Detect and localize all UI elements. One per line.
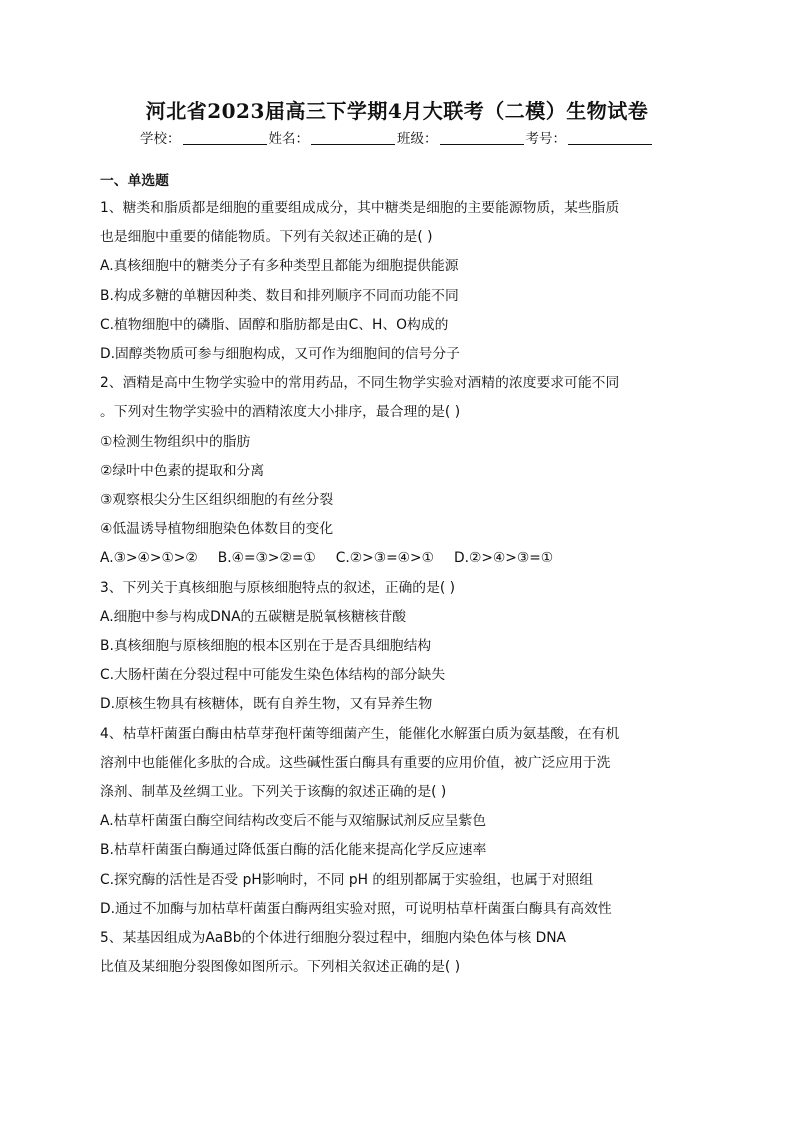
- question-1: [100, 194, 700, 369]
- option-a: A.枯草杆菌蛋白酶空间结构改变后不能与双缩脲试剂反应呈紫色: [100, 813, 487, 830]
- option-c: C.②>③=④>①: [335, 550, 434, 567]
- option-a: A.③>④>①>②: [100, 550, 198, 567]
- question-stem-line: 溶剂中也能催化多肽的合成。这些碱性蛋白酶具有重要的应用价值，被广泛应用于洗: [100, 754, 611, 771]
- student-info-row: [0, 127, 794, 147]
- option-b: B.构成多糖的单糖因种类、数目和排列顺序不同而功能不同: [100, 287, 459, 304]
- option-b: B.真核细胞与原核细胞的根本区别在于是否具细胞结构: [100, 638, 432, 655]
- option-a: A.细胞中参与构成DNA的五碳糖是脱氧核糖核苷酸: [100, 608, 407, 625]
- numbered-item: ③观察根尖分生区组织细胞的有丝分裂: [100, 492, 334, 509]
- question-area: [100, 170, 700, 982]
- question-stem-line: 2、酒精是高中生物学实验中的常用药品，不同生物学实验对酒精的浓度要求可能不同: [100, 375, 620, 392]
- question-3: [100, 574, 700, 720]
- option-d: D.固醇类物质可参与细胞构成，又可作为细胞间的信号分子: [100, 346, 460, 363]
- question-stem-line: 3、下列关于真核细胞与原核细胞特点的叙述，正确的是( ): [100, 579, 456, 596]
- exam-number-blank[interactable]: [568, 130, 652, 145]
- class-label: 班级：: [397, 131, 438, 147]
- option-a: A.真核细胞中的糖类分子有多种类型且都能为细胞提供能源: [100, 258, 459, 275]
- exam-number-label: 考号：: [525, 131, 566, 147]
- option-d: D.通过不加酶与加枯草杆菌蛋白酶两组实验对照，可说明枯草杆菌蛋白酶具有高效性: [100, 900, 612, 917]
- question-stem-line: 涤剂、制革及丝绸工业。下列关于该酶的叙述正确的是( ): [100, 784, 447, 801]
- question-2: [100, 369, 700, 573]
- numbered-item: ④低温诱导植物细胞染色体数目的变化: [100, 521, 334, 538]
- question-5: [100, 924, 700, 982]
- name-blank[interactable]: [311, 130, 395, 145]
- question-4: [100, 720, 700, 924]
- school-label: 学校：: [140, 131, 181, 147]
- option-c: C.探究酶的活性是否受 pH影响时，不同 pH 的组别都属于实验组，也属于对照组: [100, 871, 594, 888]
- question-stem-line: 5、某基因组成为AaBb的个体进行细胞分裂过程中，细胞内染色体与核 DNA: [100, 930, 566, 947]
- question-stem-line: 。下列对生物学实验中的酒精浓度大小排序，最合理的是( ): [100, 404, 461, 421]
- section-heading: 一、单选题: [100, 173, 169, 189]
- option-d: D.②>④>③=①: [453, 550, 554, 567]
- question-stem-line: 4、枯草杆菌蛋白酶由枯草芽孢杆菌等细菌产生，能催化水解蛋白质为氨基酸，在有机: [100, 725, 620, 742]
- name-label: 姓名：: [268, 131, 309, 147]
- inline-options-row: [100, 544, 700, 573]
- option-d: D.原核生物具有核糖体，既有自养生物，又有异养生物: [100, 696, 433, 713]
- school-blank[interactable]: [183, 130, 267, 145]
- question-stem-line: 也是细胞中重要的储能物质。下列有关叙述正确的是( ): [100, 229, 433, 246]
- question-stem-line: 比值及某细胞分裂图像如图所示。下列相关叙述正确的是( ): [100, 959, 461, 976]
- question-stem-line: 1、糖类和脂质都是细胞的重要组成成分，其中糖类是细胞的主要能源物质，某些脂质: [100, 200, 620, 216]
- numbered-item: ②绿叶中色素的提取和分离: [100, 462, 265, 479]
- option-b: B.枯草杆菌蛋白酶通过降低蛋白酶的活化能来提高化学反应速率: [100, 842, 487, 859]
- option-b: B.④=③>②=①: [217, 550, 316, 567]
- exam-title: 河北省2023届高三下学期4月大联考（二模）生物试卷: [145, 99, 649, 123]
- numbered-item: ①检测生物组织中的脂肪: [100, 433, 251, 450]
- option-c: C.大肠杆菌在分裂过程中可能发生染色体结构的部分缺失: [100, 667, 446, 684]
- class-blank[interactable]: [440, 130, 524, 145]
- option-c: C.植物细胞中的磷脂、固醇和脂肪都是由C、H、O构成的: [100, 316, 449, 333]
